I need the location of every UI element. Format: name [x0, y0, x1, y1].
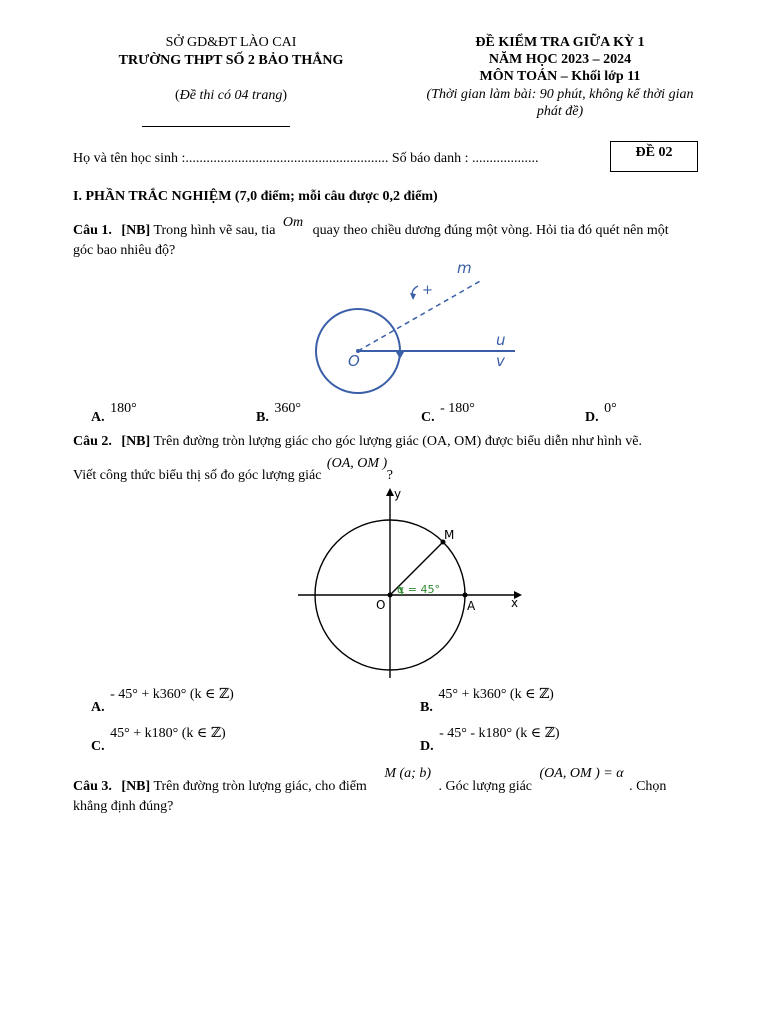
q1-option-b-label: B. — [256, 410, 269, 425]
q1-option-c-label: C. — [421, 410, 435, 425]
subject-line: MÔN TOÁN – Khối lớp 11 — [479, 69, 641, 84]
q2-option-d-value: - 45° - k180° (k ∈ ℤ) — [439, 726, 560, 741]
question-2-level: [NB] — [121, 434, 151, 449]
ray-om — [358, 280, 482, 351]
q2-option-a-label: A. — [91, 700, 105, 715]
department-name: SỞ GD&ĐT LÀO CAI — [165, 35, 297, 50]
student-id-field: Số báo danh : ................... — [391, 151, 539, 166]
q2-option-a-value: - 45° + k360° (k ∈ ℤ) — [110, 687, 234, 702]
school-year: NĂM HỌC 2023 – 2024 — [488, 52, 632, 67]
pages-note-open: ( — [175, 88, 180, 103]
question-2-text-c: ? — [386, 468, 393, 483]
question-2-line1 — [73, 432, 743, 452]
q1-option-a-value: 180° — [110, 401, 137, 416]
question-2-label: Câu 2. — [73, 434, 112, 449]
exam-code: ĐỀ 02 — [635, 145, 673, 160]
question-1-text-a: Trong hình vẽ sau, tia — [153, 223, 276, 238]
q1-option-c[interactable] — [421, 401, 475, 425]
time-note-line1: (Thời gian làm bài: 90 phút, không kể thời gian — [426, 87, 694, 102]
q2-option-c-label: C. — [91, 739, 105, 754]
school-name: TRƯỜNG THPT SỐ 2 BẢO THẮNG — [118, 53, 344, 68]
question-1-line2: góc bao nhiêu độ? — [73, 243, 176, 258]
pages-note-text: Đề thi có 04 trang — [179, 88, 283, 103]
point-a — [463, 593, 468, 598]
header-underline — [142, 126, 290, 127]
question-1-math-ray: Om — [282, 215, 304, 230]
question-1-label: Câu 1. — [73, 223, 112, 238]
student-info-line — [73, 151, 538, 167]
question-1-line1 — [73, 215, 733, 241]
question-1-level: [NB] — [121, 223, 151, 238]
q1-option-d-label: D. — [585, 410, 599, 425]
q1-option-d[interactable] — [585, 401, 617, 425]
question-2-text-b: Viết công thức biểu thị số đo góc lượng giác — [73, 468, 322, 483]
q2-option-b-label: B. — [420, 700, 433, 715]
section-title: I. PHẦN TRẮC NGHIỆM (7,0 điểm; mỗi câu được 0,2 điểm) — [73, 189, 438, 204]
question-3-text-c: . Chọn — [629, 779, 667, 794]
label-m: m — [457, 259, 472, 277]
q1-option-d-value: 0° — [604, 401, 617, 416]
question-2-math-angle: (OA, OM ) — [326, 456, 388, 471]
question-3-line2: khẳng định đúng? — [73, 799, 174, 814]
label-y: y — [394, 487, 402, 501]
question-3-line1 — [73, 766, 743, 797]
q1-option-b-value: 360° — [274, 401, 301, 416]
label-a-diagram: A — [467, 599, 476, 613]
point-o — [388, 593, 393, 598]
circle-arrowhead-icon — [396, 352, 404, 359]
question-1 — [73, 215, 733, 261]
label-x: x — [511, 596, 519, 610]
header-left — [96, 34, 366, 105]
q2-option-d-label: D. — [420, 739, 434, 754]
label-plus: + — [422, 283, 433, 298]
label-o: O — [348, 352, 360, 370]
question-2-figure — [290, 482, 530, 682]
q2-option-b[interactable] — [420, 686, 554, 715]
q2-option-b-value: 45° + k360° (k ∈ ℤ) — [438, 687, 554, 702]
question-3-text-b: . Góc lượng giác — [438, 779, 533, 794]
question-2-text-a: Trên đường tròn lượng giác cho góc lượng giác (OA, OM) được biểu diễn như hình vẽ. — [153, 434, 642, 449]
pages-note — [96, 87, 366, 105]
exam-title: ĐỀ KIỂM TRA GIỮA KỲ 1 — [475, 35, 645, 50]
label-v: v — [496, 352, 505, 370]
q1-option-a[interactable] — [91, 401, 137, 425]
header-right — [400, 34, 720, 120]
angle-label: α = 45° — [397, 583, 440, 596]
q2-option-a[interactable] — [91, 686, 234, 715]
question-3 — [73, 766, 743, 817]
student-name-field: Họ và tên học sinh :.......................................................... — [73, 151, 389, 166]
q2-option-c-value: 45° + k180° (k ∈ ℤ) — [110, 726, 226, 741]
label-u: u — [496, 331, 506, 349]
question-3-math-point: M (a; b) — [384, 766, 431, 781]
q1-option-b[interactable] — [256, 401, 301, 425]
question-3-text-a: Trên đường tròn lượng giác, cho điểm — [153, 779, 367, 794]
label-o-diagram: O — [376, 598, 386, 612]
question-3-label: Câu 3. — [73, 779, 112, 794]
q1-option-c-value: - 180° — [440, 401, 475, 416]
question-1-text-b: quay theo chiều dương đúng một vòng. Hỏi tia đó quét nên một — [312, 223, 669, 238]
question-2 — [73, 432, 743, 486]
question-3-level: [NB] — [121, 779, 151, 794]
q2-option-d[interactable] — [420, 725, 560, 754]
time-note-line2: phát đề) — [536, 104, 584, 119]
label-m-diagram: M — [444, 528, 455, 542]
q1-option-a-label: A. — [91, 410, 105, 425]
q2-option-c[interactable] — [91, 725, 226, 754]
pages-note-close: ) — [282, 88, 287, 103]
question-3-math-angle: (OA, OM ) = α — [539, 766, 624, 781]
exam-code-box — [610, 141, 698, 172]
question-1-figure — [300, 258, 530, 398]
y-axis-arrow-icon — [386, 488, 394, 496]
rotation-arrowhead-icon — [410, 293, 416, 300]
